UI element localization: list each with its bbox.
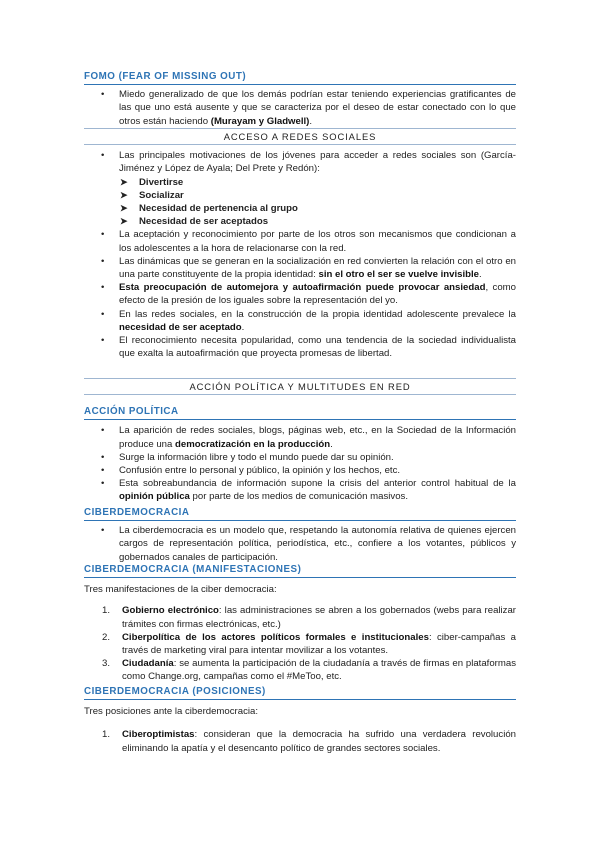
- section-posiciones: [84, 684, 516, 755]
- heading-accion-politica: ACCIÓN POLÍTICA: [84, 404, 516, 420]
- intro-text: Tres posiciones ante la ciberdemocracia:: [84, 706, 259, 718]
- list-item: • Esta sobreabundancia de información supone la crisis del anterior control habitual de la opinión pública por parte de los medios de comunicación masivos.: [84, 477, 516, 503]
- motivation-item: ➤ Divertirse: [84, 176, 516, 189]
- section-acceso: [84, 127, 516, 360]
- section-accion: [84, 377, 516, 504]
- list-item: • La ciberdemocracia es un modelo que, respetando la autonomía relativa de quienes ejercen cargos de representación política, periodística, etc., confiere a los votantes, públicos y gobernados canales de participación.: [84, 524, 516, 564]
- motivation-item: ➤ Necesidad de ser aceptados: [84, 215, 516, 228]
- list-item: • Surge la información libre y todo el mundo puede dar su opinión.: [84, 451, 516, 464]
- list-item: • Miedo generalizado de que los demás podrían estar teniendo experiencias gratificantes de las que uno está ausente y que se caracteriza por el deseo de estar conectado con lo que otros están haciendo (Murayam y Gladwell).: [84, 88, 516, 128]
- heading-ciberdemocracia: CIBERDEMOCRACIA: [84, 505, 516, 521]
- list-item: 1. Ciberoptimistas: consideran que la democracia ha sufrido una verdadera revolución eliminando la apatía y el desencanto político de grandes sectores sociales.: [102, 729, 516, 754]
- motivation-item: ➤ Socializar: [84, 189, 516, 202]
- intro-text: Tres manifestaciones de la ciber democracia:: [84, 584, 277, 596]
- list-item: • Las principales motivaciones de los jóvenes para acceder a redes sociales son (García-Jiménez y López de Ayala; Del Prete y Redón):: [84, 149, 516, 175]
- banner-accion: ACCIÓN POLÍTICA Y MULTITUDES EN RED: [84, 378, 516, 395]
- list-item: • Esta preocupación de automejora y autoafirmación puede provocar ansiedad, como efecto de la presión de los iguales sobre la representación del yo.: [84, 281, 516, 307]
- motivation-item: ➤ Necesidad de pertenencia al grupo: [84, 202, 516, 215]
- list-item: • Confusión entre lo personal y público, la opinión y los hechos, etc.: [84, 464, 516, 477]
- list-item: 2. Ciberpolítica de los actores políticos formales e institucionales: ciber-campañas a través de marketing viral para intentar movilizar a los votantes.: [102, 631, 516, 657]
- motivations-list: [84, 176, 516, 229]
- section-manifestaciones: [84, 562, 516, 684]
- list-item: • La aceptación y reconocimiento por parte de los otros son mecanismos que condicionan a los adolescentes a la hora de relacionarse con la red.: [84, 228, 516, 254]
- banner-acceso: ACCESO A REDES SOCIALES: [84, 128, 516, 145]
- section-ciberdemocracia: [84, 505, 516, 564]
- heading-fomo: FOMO (FEAR OF MISSING OUT): [84, 69, 516, 85]
- heading-manifestaciones: CIBERDEMOCRACIA (MANIFESTACIONES): [84, 562, 516, 578]
- section-fomo: [84, 69, 516, 128]
- list-item: • El reconocimiento necesita popularidad, como una tendencia de la sociedad individualista que exalta la autoafirmación que proyecta promesas de libertad.: [84, 334, 516, 360]
- list-item: 1. Gobierno electrónico: las administraciones se abren a los gobernados (webs para realizar trámites con firmas electrónicas, etc.): [102, 605, 516, 630]
- heading-posiciones: CIBERDEMOCRACIA (POSICIONES): [84, 684, 516, 700]
- list-item: • En las redes sociales, en la construcción de la propia identidad adolescente prevalece la necesidad de ser aceptado.: [84, 308, 516, 334]
- list-item: • Las dinámicas que se generan en la socialización en red convierten la relación con el otro en una parte constituyente de la propia identidad: sin el otro el ser se vuelve invisible.: [84, 255, 516, 281]
- list-item: 3. Ciudadanía: se aumenta la participación de la ciudadanía a través de firmas en plataformas como Change.org, campañas como el #MeToo, etc.: [102, 658, 516, 683]
- list-item: • La aparición de redes sociales, blogs, páginas web, etc., en la Sociedad de la Información produce una democratización en la producción.: [84, 424, 516, 450]
